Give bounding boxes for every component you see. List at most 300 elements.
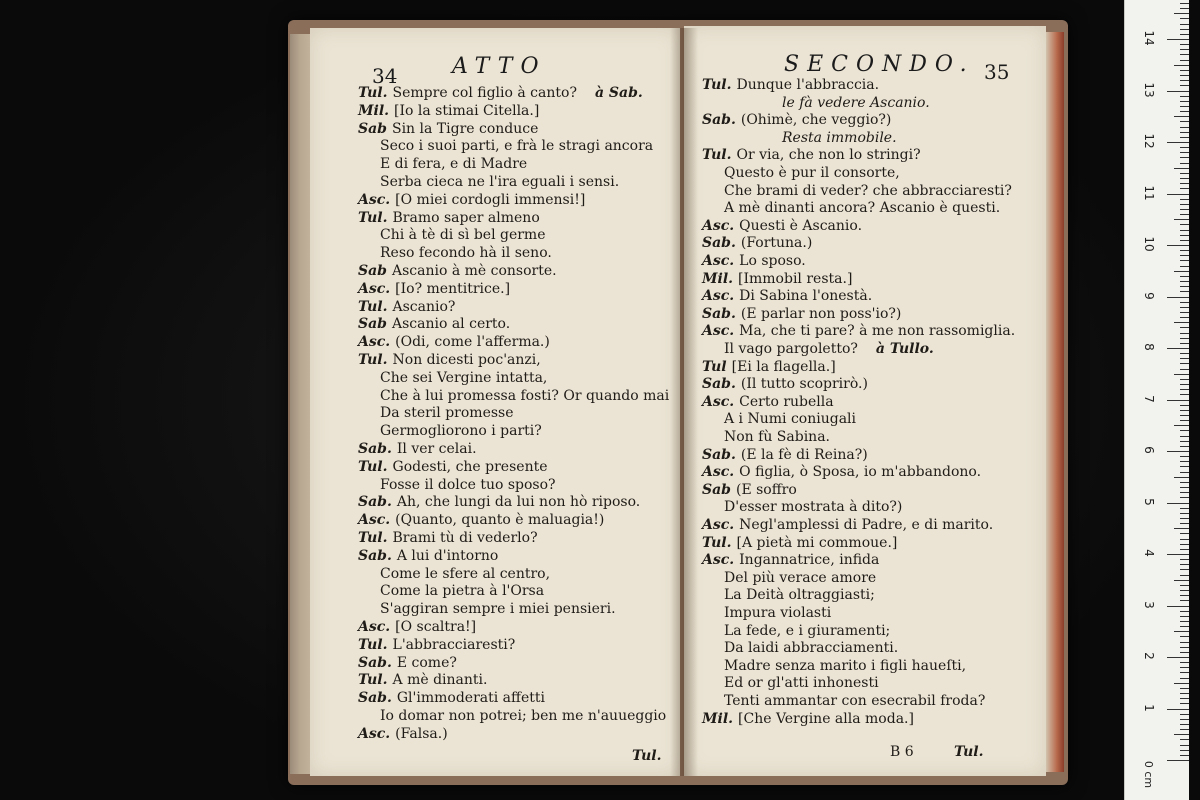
speaker-label: Sab. xyxy=(358,654,392,671)
right-catchword: Tul. xyxy=(954,744,984,760)
ruler-tick xyxy=(1167,194,1189,195)
speaker-label: Tul. xyxy=(702,77,732,93)
speaker-label: Sab. xyxy=(702,446,736,463)
right-running-head: SECONDO. xyxy=(784,52,975,77)
ruler-tick xyxy=(1180,106,1189,107)
left-line xyxy=(380,476,556,494)
ruler-tick xyxy=(1180,549,1189,550)
verse-text: O figlia, ò Sposa, io m'abbandono. xyxy=(739,464,982,481)
verse-text: Madre senza marito i figli haueſti, xyxy=(724,657,967,674)
verse-text: S'aggiran sempre i miei pensieri. xyxy=(380,601,616,618)
right-line xyxy=(702,234,812,252)
ruler-tick xyxy=(1180,472,1189,473)
verse-text: Impura violasti xyxy=(724,605,832,621)
ruler-tick xyxy=(1180,389,1189,390)
left-line xyxy=(358,440,477,458)
ruler-tick xyxy=(1180,405,1189,406)
verse-text: Ascanio à mè consorte. xyxy=(391,263,557,279)
right-line xyxy=(724,692,985,710)
ruler-tick xyxy=(1180,333,1189,334)
right-line xyxy=(702,217,862,235)
verse-text: Ma, che ti pare? à me non rassomiglia. xyxy=(739,323,1016,340)
verse-text: Seco i suoi parti, e frà le stragi ancora xyxy=(380,138,654,155)
ruler-tick xyxy=(1174,13,1189,14)
right-line xyxy=(724,410,856,428)
ruler-tick xyxy=(1180,729,1189,730)
speaker-label: Asc. xyxy=(702,323,735,340)
right-line xyxy=(724,498,902,516)
ruler-tick xyxy=(1180,688,1189,689)
right-line xyxy=(724,569,876,587)
verse-text: [Immobil resta.] xyxy=(738,270,853,287)
ruler-tick xyxy=(1180,410,1189,411)
ruler-number: 9 xyxy=(1142,291,1156,300)
ruler-tick xyxy=(1180,157,1189,158)
ruler-tick xyxy=(1180,652,1189,653)
right-line xyxy=(724,340,934,358)
speaker-label: Sab. xyxy=(702,235,736,252)
ruler-tick xyxy=(1180,466,1189,467)
ruler-tick xyxy=(1180,559,1189,560)
ruler-tick xyxy=(1180,255,1189,256)
ruler-tick xyxy=(1167,657,1189,658)
ruler-tick xyxy=(1180,755,1189,756)
right-line xyxy=(702,287,872,305)
ruler-tick xyxy=(1180,647,1189,648)
ruler-tick xyxy=(1180,3,1189,4)
ruler-tick xyxy=(1180,34,1189,35)
ruler-tick xyxy=(1180,564,1189,565)
ruler-number: 7 xyxy=(1142,394,1156,403)
verse-text: Di Sabina l'onestà. xyxy=(739,288,873,305)
speaker-label: Sab. xyxy=(358,441,392,457)
verse-text: La fede, e i giuramenti; xyxy=(724,622,891,639)
speaker-label: Sab. xyxy=(702,305,736,322)
speaker-label: Sab. xyxy=(358,494,392,511)
right-line xyxy=(702,551,879,569)
verse-text: Sempre col figlio à canto? xyxy=(392,85,577,101)
ruler-tick xyxy=(1180,446,1189,447)
ruler-tick xyxy=(1180,430,1189,431)
ruler-tick xyxy=(1180,24,1189,25)
right-page-edges xyxy=(1046,32,1064,772)
verse-text: Chi à tè di sì bel germe xyxy=(380,227,546,244)
right-line xyxy=(702,393,834,411)
verse-text: [Ei la flagella.] xyxy=(731,358,836,375)
ruler-tick xyxy=(1180,611,1189,612)
left-line xyxy=(380,173,619,191)
verse-text: Ah, che lungi da lui non hò riposo. xyxy=(396,494,641,511)
speaker-label: Mil. xyxy=(702,710,734,727)
ruler-tick xyxy=(1180,745,1189,746)
verse-text: Fosse il dolce tuo sposo? xyxy=(380,476,556,493)
ruler-tick xyxy=(1180,508,1189,509)
ruler-tick xyxy=(1180,173,1189,174)
ruler-tick xyxy=(1180,750,1189,751)
right-line xyxy=(724,182,1012,200)
ruler-tick xyxy=(1180,667,1189,668)
verse-text: Io domar non potrei; ben me n'auueggio xyxy=(380,708,667,724)
speaker-label: Tul. xyxy=(358,636,388,653)
verse-text: (E soffro xyxy=(735,481,797,498)
verse-text: Che à lui promessa fosti? Or quando mai xyxy=(380,387,670,404)
ruler-tick xyxy=(1180,461,1189,462)
ruler-tick xyxy=(1180,127,1189,128)
ruler-tick xyxy=(1174,168,1189,169)
ruler-tick xyxy=(1180,152,1189,153)
ruler-tick xyxy=(1180,678,1189,679)
left-line xyxy=(358,351,541,369)
left-line xyxy=(358,262,557,280)
right-line xyxy=(724,657,966,675)
ruler-tick xyxy=(1180,415,1189,416)
ruler-tick xyxy=(1180,60,1189,61)
verse-text: Brami tù di vederlo? xyxy=(392,530,538,546)
left-line xyxy=(358,458,548,476)
right-line xyxy=(702,446,868,464)
verse-text: (Quanto, quanto è maluagia!) xyxy=(395,512,605,529)
verse-text: E come? xyxy=(396,654,457,671)
verse-text: L'abbracciaresti? xyxy=(392,636,516,653)
verse-text: (Falsa.) xyxy=(395,725,448,742)
left-line xyxy=(380,137,653,155)
verse-text: Tenti ammantar con esecrabil froda? xyxy=(724,693,986,709)
left-line xyxy=(358,333,550,351)
left-line xyxy=(380,387,669,405)
speaker-label: Asc. xyxy=(702,288,735,305)
right-line xyxy=(702,305,901,323)
left-line xyxy=(358,618,476,636)
ruler-tick xyxy=(1167,348,1189,349)
left-line xyxy=(358,671,487,689)
right-line xyxy=(782,94,930,112)
ruler-tick xyxy=(1167,709,1189,710)
right-line xyxy=(724,674,879,692)
speaker-label: Asc. xyxy=(702,253,735,269)
left-line xyxy=(358,298,455,316)
ruler-number: 6 xyxy=(1142,446,1156,454)
left-line xyxy=(380,600,616,618)
ruler-tick xyxy=(1180,384,1189,385)
verse-text: Da laidi abbracciamenti. xyxy=(724,640,899,657)
ruler-tick xyxy=(1180,29,1189,30)
ruler-tick xyxy=(1174,528,1189,529)
verse-text: [Io? mentitrice.] xyxy=(395,280,511,297)
left-line xyxy=(358,636,515,654)
ruler-number: 10 xyxy=(1142,236,1156,252)
right-line xyxy=(702,481,797,499)
verse-text: Certo rubella xyxy=(739,393,834,410)
ruler-tick xyxy=(1167,91,1189,92)
ruler-tick xyxy=(1167,245,1189,246)
ruler-tick xyxy=(1180,49,1189,50)
ruler-tick xyxy=(1180,569,1189,570)
ruler-tick xyxy=(1180,250,1189,251)
ruler-tick xyxy=(1180,235,1189,236)
left-line xyxy=(358,102,539,120)
ruler-number: 3 xyxy=(1142,600,1156,609)
speaker-label: Tul. xyxy=(358,458,388,475)
left-line xyxy=(380,422,542,440)
speaker-label: Asc. xyxy=(702,464,735,481)
ruler-tick xyxy=(1174,271,1189,272)
ruler-tick xyxy=(1174,631,1189,632)
ruler-tick xyxy=(1180,327,1189,328)
left-line xyxy=(380,582,544,600)
verse-text: Questi è Ascanio. xyxy=(739,217,863,234)
ruler-tick xyxy=(1180,178,1189,179)
ruler-tick xyxy=(1167,760,1189,761)
speaker-label: Sab. xyxy=(358,547,392,564)
speaker-label: Tul. xyxy=(358,85,388,101)
speaker-label: Tul. xyxy=(358,530,388,546)
speaker-label: Sab xyxy=(358,120,387,137)
verse-text: (E la fè di Reina?) xyxy=(740,446,868,463)
ruler-tick xyxy=(1167,142,1189,143)
ruler-tick xyxy=(1167,400,1189,401)
speaker-label: Sab xyxy=(358,316,387,333)
right-line xyxy=(702,534,897,552)
ruler-tick xyxy=(1180,260,1189,261)
ruler-tick xyxy=(1180,230,1189,231)
left-catchword: Tul. xyxy=(632,748,662,764)
left-line xyxy=(358,529,538,547)
verse-text: A mè dinanti ancora? Ascanio è questi. xyxy=(724,200,1001,217)
right-line xyxy=(702,322,1015,340)
ruler-tick xyxy=(1180,343,1189,344)
ruler-tick xyxy=(1180,642,1189,643)
verse-text: (Fortuna.) xyxy=(740,235,813,252)
ruler-tick xyxy=(1180,441,1189,442)
ruler-tick xyxy=(1180,307,1189,308)
right-line xyxy=(702,375,868,393)
ruler-tick xyxy=(1180,101,1189,102)
ruler-tick xyxy=(1180,585,1189,586)
left-line xyxy=(358,209,540,227)
ruler-tick xyxy=(1180,291,1189,292)
speaker-label: Asc. xyxy=(702,393,735,410)
verse-text: Ed or gl'atti inhonesti xyxy=(724,675,879,692)
left-line xyxy=(380,404,514,422)
left-line xyxy=(358,547,498,565)
ruler-tick xyxy=(1180,523,1189,524)
verse-text: Ascanio? xyxy=(392,298,456,315)
ruler-number: 1 xyxy=(1142,703,1156,712)
margin-stage-note: à Tullo. xyxy=(875,341,934,357)
speaker-label: Tul. xyxy=(358,672,388,689)
left-line xyxy=(380,565,550,583)
ruler-tick xyxy=(1180,204,1189,205)
speaker-label: Sab xyxy=(702,481,731,498)
verse-text: Bramo saper almeno xyxy=(392,209,540,226)
ruler-tick xyxy=(1167,554,1189,555)
right-line xyxy=(724,639,898,657)
verse-text: E di fera, e di Madre xyxy=(380,156,528,173)
right-line xyxy=(702,516,993,534)
right-line xyxy=(724,586,875,604)
signature-mark: B 6 xyxy=(890,744,914,760)
ruler-tick xyxy=(1180,199,1189,200)
ruler-tick xyxy=(1180,595,1189,596)
ruler-tick xyxy=(1180,518,1189,519)
left-line xyxy=(380,155,527,173)
right-line xyxy=(724,199,1000,217)
verse-text: Gl'immoderati affetti xyxy=(396,690,545,707)
verse-text: Lo sposo. xyxy=(739,253,806,269)
ruler-number: 2 xyxy=(1142,652,1156,660)
verse-text: Questo è pur il consorte, xyxy=(724,165,900,181)
ruler-tick xyxy=(1180,621,1189,622)
ruler-tick xyxy=(1180,276,1189,277)
left-page xyxy=(310,28,680,776)
speaker-label: Tul. xyxy=(358,352,388,368)
speaker-label: Asc. xyxy=(702,517,735,533)
ruler-tick xyxy=(1180,96,1189,97)
ruler-tick xyxy=(1180,636,1189,637)
speaker-label: Asc. xyxy=(358,725,391,742)
ruler-tick xyxy=(1180,147,1189,148)
ruler-tick xyxy=(1180,281,1189,282)
ruler-tick xyxy=(1180,436,1189,437)
verse-text: Non dicesti poc'anzi, xyxy=(392,352,541,368)
ruler-tick xyxy=(1174,477,1189,478)
verse-text: Reso fecondo hà il seno. xyxy=(380,245,552,262)
ruler-tick xyxy=(1180,714,1189,715)
ruler-tick xyxy=(1174,322,1189,323)
ruler-tick xyxy=(1167,451,1189,452)
left-line xyxy=(358,280,510,298)
verse-text: Del più verace amore xyxy=(724,569,877,586)
left-line xyxy=(358,511,604,529)
ruler-tick xyxy=(1174,219,1189,220)
right-line xyxy=(724,622,890,640)
ruler-tick xyxy=(1180,286,1189,287)
ruler-tick xyxy=(1180,379,1189,380)
left-line xyxy=(380,244,552,262)
ruler-number: 13 xyxy=(1142,81,1156,98)
ruler-tick xyxy=(1167,297,1189,298)
ruler-tick xyxy=(1180,85,1189,86)
ruler-tick xyxy=(1180,188,1189,189)
verse-text: Che sei Vergine intatta, xyxy=(380,369,548,386)
ruler-tick xyxy=(1180,317,1189,318)
ruler-tick xyxy=(1180,358,1189,359)
left-line xyxy=(358,84,643,102)
ruler-tick xyxy=(1167,606,1189,607)
verse-text: Sin la Tigre conduce xyxy=(391,120,539,137)
ruler-tick xyxy=(1180,703,1189,704)
ruler-tick xyxy=(1180,539,1189,540)
verse-text: [A pietà mi commoue.] xyxy=(736,534,898,551)
verse-text: A mè dinanti. xyxy=(392,672,488,689)
ruler-tick xyxy=(1180,662,1189,663)
ruler-tick xyxy=(1174,374,1189,375)
right-line xyxy=(702,463,981,481)
verse-text: Germogliorono i parti? xyxy=(380,423,542,440)
stage-direction: le fà vedere Ascanio. xyxy=(782,94,930,111)
right-page xyxy=(684,26,1046,776)
ruler-tick xyxy=(1180,8,1189,9)
verse-text: Come la pietra à l'Orsa xyxy=(380,583,545,600)
ruler-tick xyxy=(1180,353,1189,354)
ruler-tick xyxy=(1174,65,1189,66)
left-line xyxy=(358,689,545,707)
verse-text: Or via, che non lo stringi? xyxy=(736,147,921,164)
left-line xyxy=(358,725,448,743)
right-line xyxy=(702,710,914,728)
verse-text: Che brami di veder? che abbracciaresti? xyxy=(724,182,1012,199)
ruler-tick xyxy=(1180,121,1189,122)
ruler-tick xyxy=(1180,492,1189,493)
stage-direction: Resta immobile. xyxy=(782,129,897,146)
ruler-tick xyxy=(1180,456,1189,457)
ruler-tick xyxy=(1180,312,1189,313)
right-line xyxy=(702,270,852,288)
ruler-number: 5 xyxy=(1142,497,1156,506)
verse-text: (Il tutto scoprirò.) xyxy=(740,376,868,393)
verse-text: A i Numi coniugali xyxy=(724,411,857,428)
ruler-number: 4 xyxy=(1142,549,1156,557)
ruler-tick xyxy=(1180,44,1189,45)
ruler-tick xyxy=(1180,209,1189,210)
ruler-tick xyxy=(1180,183,1189,184)
speaker-label: Asc. xyxy=(702,217,735,234)
ruler-tick xyxy=(1180,132,1189,133)
ruler-tick xyxy=(1180,18,1189,19)
verse-text: [O miei cordogli immensi!] xyxy=(395,191,586,208)
ruler-number: 8 xyxy=(1142,343,1156,351)
ruler-tick xyxy=(1180,363,1189,364)
right-line xyxy=(702,146,921,164)
ruler-tick xyxy=(1180,724,1189,725)
right-line xyxy=(724,428,830,446)
right-page-number: 35 xyxy=(984,60,1010,84)
left-line xyxy=(380,369,547,387)
ruler-tick xyxy=(1174,734,1189,735)
ruler-tick xyxy=(1180,626,1189,627)
ruler-tick xyxy=(1180,369,1189,370)
ruler-number: 12 xyxy=(1142,133,1156,149)
left-line xyxy=(358,493,640,511)
speaker-label: Tul xyxy=(702,358,727,375)
speaker-label: Asc. xyxy=(358,191,391,208)
verse-text: Serba cieca ne l'ira eguali i sensi. xyxy=(380,174,620,190)
right-line xyxy=(702,76,879,94)
ruler-tick xyxy=(1174,580,1189,581)
right-line xyxy=(724,164,900,182)
gutter-shadow xyxy=(670,28,698,776)
ruler-tick xyxy=(1180,600,1189,601)
verse-text: Godesti, che presente xyxy=(392,458,548,475)
speaker-label: Mil. xyxy=(702,270,734,287)
verse-text: Non fù Sabina. xyxy=(724,429,830,445)
ruler-tick xyxy=(1180,394,1189,395)
ruler-tick xyxy=(1180,163,1189,164)
right-line xyxy=(702,111,891,129)
right-line xyxy=(782,129,897,147)
speaker-label: Tul. xyxy=(702,147,732,164)
ruler-tick xyxy=(1174,425,1189,426)
speaker-label: Sab xyxy=(358,263,387,279)
ruler-tick xyxy=(1180,719,1189,720)
speaker-label: Asc. xyxy=(358,619,391,635)
verse-text: A lui d'intorno xyxy=(396,547,499,564)
verse-text: (Odi, come l'afferma.) xyxy=(395,334,550,351)
ruler-tick xyxy=(1180,420,1189,421)
ruler-tick xyxy=(1180,75,1189,76)
ruler-tick xyxy=(1180,338,1189,339)
left-running-head: ATTO xyxy=(452,54,547,79)
